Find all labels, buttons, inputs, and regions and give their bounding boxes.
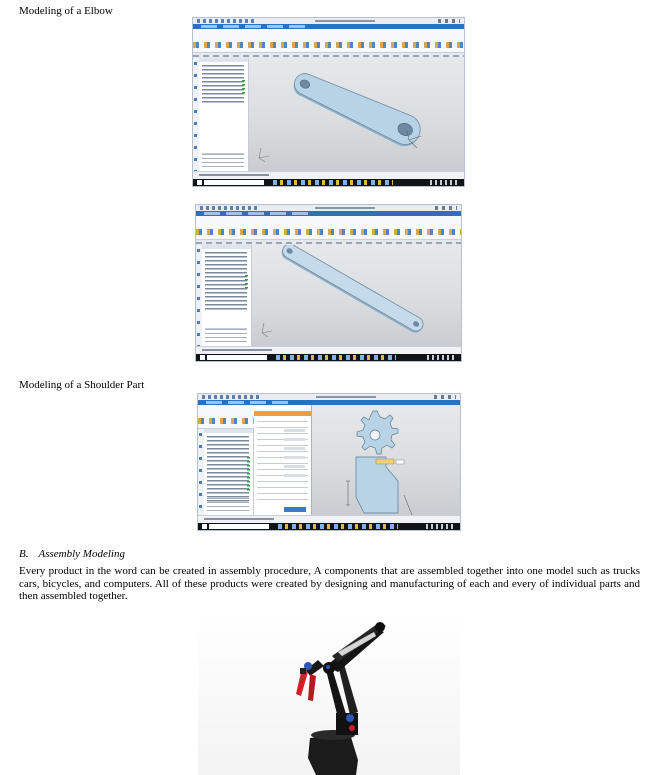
part-navigator xyxy=(199,58,249,171)
ok-button xyxy=(284,507,306,512)
cad-ribbon xyxy=(193,29,464,53)
elbow-link-model xyxy=(252,245,462,341)
shoulder-cad-screenshot xyxy=(197,393,461,531)
windows-taskbar xyxy=(193,179,464,186)
cad-graphics-window xyxy=(312,405,460,515)
robot-arm-image xyxy=(198,610,460,775)
windows-taskbar xyxy=(196,354,461,361)
wcs-icon xyxy=(262,323,272,337)
robot-arm-render xyxy=(198,610,460,775)
section-title: Assembly Modeling xyxy=(38,548,125,560)
cad-status-bar xyxy=(196,346,461,354)
wcs-icon xyxy=(259,148,269,162)
feature-dialog xyxy=(254,405,312,515)
caption-shoulder: Modeling of a Shoulder Part xyxy=(19,379,145,391)
cad-ribbon xyxy=(196,216,461,240)
elbow-cad-screenshot-1 xyxy=(192,17,465,187)
gear-sketch xyxy=(357,411,398,454)
assembly-paragraph: Every product in the word can be created in assembly procedure, A components that are assembled together into one model such as trucks cars, bicycles, and computers. All of these products were created by designing and manufacturing of each and every of individual parts and then assembled together. xyxy=(19,565,640,603)
elbow-part-model xyxy=(249,58,465,166)
cad-status-bar xyxy=(198,515,460,523)
cad-graphics-window xyxy=(252,245,461,346)
caption-elbow: Modeling of a Elbow xyxy=(19,5,113,17)
cad-status-bar xyxy=(193,171,464,179)
shoulder-part-model xyxy=(312,405,461,517)
part-navigator xyxy=(202,245,252,346)
part-navigator xyxy=(204,429,254,515)
bracket-profile xyxy=(356,457,398,513)
windows-taskbar xyxy=(198,523,460,530)
cad-graphics-window xyxy=(249,58,464,171)
elbow-cad-screenshot-2 xyxy=(195,204,462,362)
section-number: B. xyxy=(19,548,29,560)
section-heading xyxy=(19,548,125,560)
